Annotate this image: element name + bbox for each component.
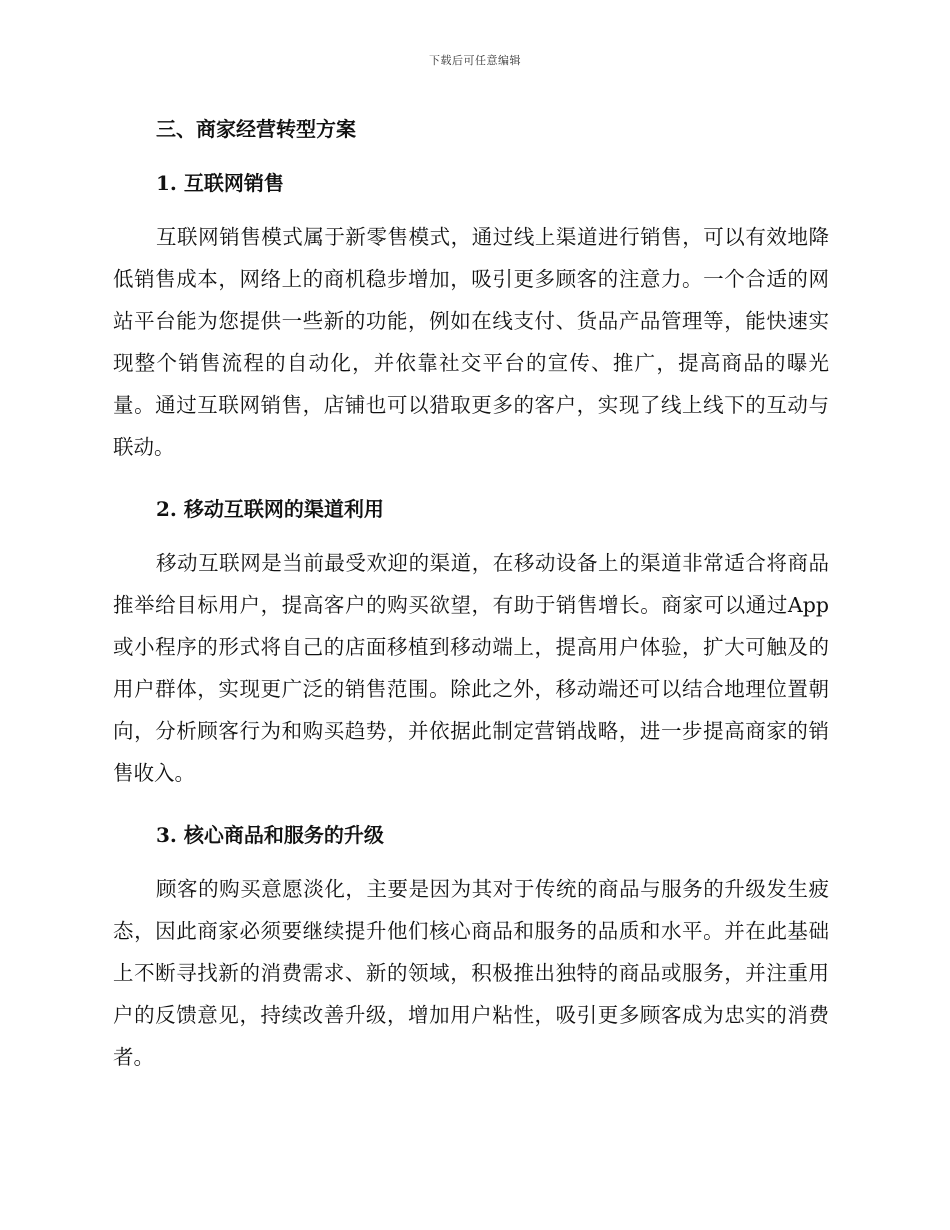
page-header: 下载后可任意编辑 — [429, 54, 521, 67]
document-body — [113, 112, 829, 1078]
section-paragraph-3: 顾客的购买意愿淡化，主要是因为其对于传统的商品与服务的升级发生疲态，因此商家必须要继续提升他们核心商品和服务的品质和水平。并在此基础上不断寻找新的消费需求、新的领域，积极推出独特的商品或服务，并注重用户的反馈意见，持续改善升级，增加用户粘性，吸引更多顾客成为忠实的消费者。 — [113, 877, 829, 1069]
main-heading: 三、商家经营转型方案 — [156, 117, 356, 141]
section-paragraph-2: 移动互联网是当前最受欢迎的渠道，在移动设备上的渠道非常适合将商品推举给目标用户，提高客户的购买欲望，有助于销售增长。商家可以通过App或小程序的形式将自己的店面移植到移动端上，提高用户体验，扩大可触及的用户群体，实现更广泛的销售范围。除此之外，移动端还可以结合地理位置朝向，分析顾客行为和购买趋势，并依据此制定营销战略，进一步提高商家的销售收入。 — [113, 551, 829, 785]
section-heading-3: 3. 核心商品和服务的升级 — [156, 823, 384, 847]
section-heading-2: 2. 移动互联网的渠道利用 — [156, 497, 384, 521]
section-paragraph-1: 互联网销售模式属于新零售模式，通过线上渠道进行销售，可以有效地降低销售成本，网络上的商机稳步增加，吸引更多顾客的注意力。一个合适的网站平台能为您提供一些新的功能，例如在线支付、货品产品管理等，能快速实现整个销售流程的自动化，并依靠社交平台的宣传、推广，提高商品的曝光量。通过互联网销售，店铺也可以猎取更多的客户，实现了线上线下的互动与联动。 — [113, 225, 829, 459]
section-heading-1: 1. 互联网销售 — [156, 171, 284, 195]
